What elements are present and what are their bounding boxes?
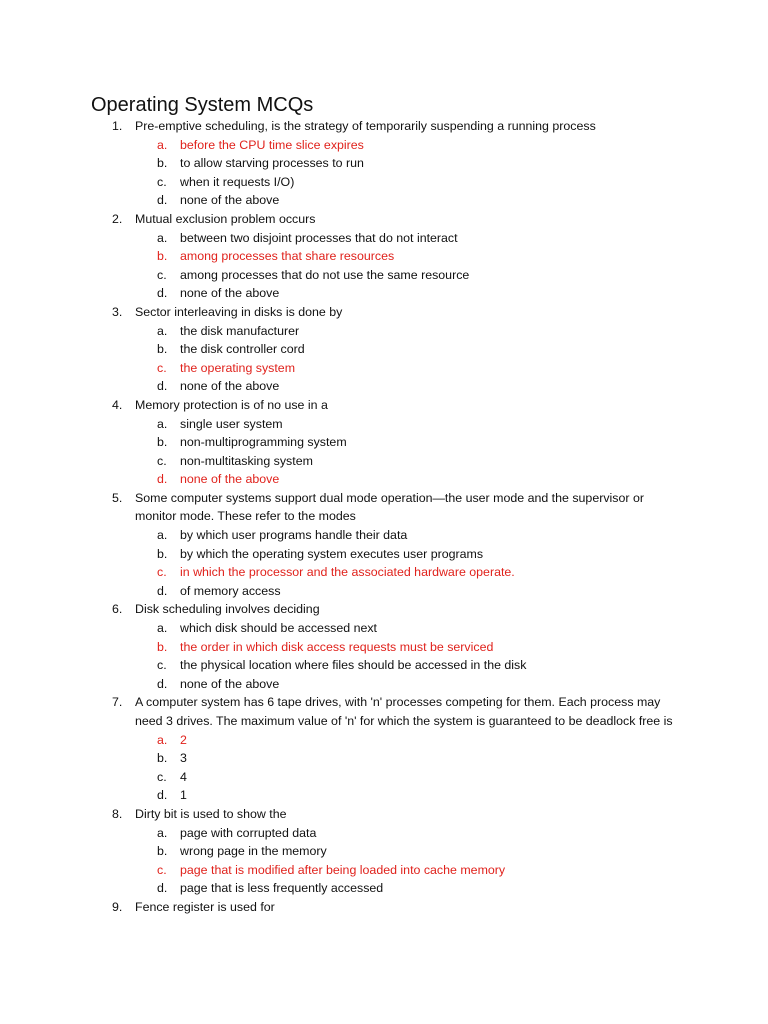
option-text: page with corrupted data — [180, 825, 317, 840]
question-item — [0, 693, 768, 805]
option-list — [0, 136, 768, 210]
question-text: Fence register is used for — [135, 899, 275, 914]
option-item-correct — [0, 861, 768, 880]
option-letter: c. — [157, 658, 167, 673]
option-item — [0, 266, 768, 285]
option-text: 2 — [180, 732, 187, 747]
option-text: 4 — [180, 769, 187, 784]
option-letter: c. — [157, 862, 167, 877]
option-letter: c. — [157, 565, 167, 580]
option-item — [0, 842, 768, 861]
option-text: non-multiprogramming system — [180, 435, 347, 450]
question-number: 2. — [112, 211, 123, 226]
question-number: 9. — [112, 899, 123, 914]
question-item — [0, 600, 768, 693]
option-text: among processes that share resources — [180, 249, 395, 264]
option-item — [0, 545, 768, 564]
question-number: 6. — [112, 602, 123, 617]
question-item — [0, 303, 768, 396]
option-item — [0, 824, 768, 843]
question-number: 4. — [112, 397, 123, 412]
option-item — [0, 879, 768, 898]
option-item — [0, 229, 768, 248]
option-text: which disk should be accessed next — [180, 621, 377, 636]
option-item — [0, 452, 768, 471]
option-text: of memory access — [180, 583, 281, 598]
question-text: Some computer systems support dual mode operation—the user mode and the supervisor or monitor mode. These refer to the modes — [135, 490, 644, 524]
option-letter: a. — [157, 137, 168, 152]
option-item — [0, 656, 768, 675]
question-item — [0, 210, 768, 303]
option-text: non-multitasking system — [180, 453, 313, 468]
option-letter: a. — [157, 528, 168, 543]
option-item-correct — [0, 136, 768, 155]
option-item — [0, 675, 768, 694]
question-number: 7. — [112, 695, 123, 710]
question-text: Memory protection is of no use in a — [135, 397, 328, 412]
option-letter: a. — [157, 621, 168, 636]
option-letter: c. — [157, 360, 167, 375]
question-text: Dirty bit is used to show the — [135, 806, 287, 821]
option-item — [0, 768, 768, 787]
option-text: in which the processor and the associated hardware operate. — [180, 565, 515, 580]
question-text: Sector interleaving in disks is done by — [135, 304, 343, 319]
question-item — [0, 117, 768, 210]
question-item — [0, 805, 768, 898]
option-text: the operating system — [180, 360, 296, 375]
option-text: by which user programs handle their data — [180, 528, 408, 543]
option-item — [0, 749, 768, 768]
option-letter: d. — [157, 583, 168, 598]
option-letter: c. — [157, 453, 167, 468]
option-letter: b. — [157, 435, 168, 450]
option-letter: c. — [157, 174, 167, 189]
question-text: A computer system has 6 tape drives, with 'n' processes competing for them. Each process may need 3 drives. The maximum value of 'n' for which the system is guaranteed to be deadlock free is — [135, 695, 673, 728]
question-number: 8. — [112, 806, 123, 821]
option-item — [0, 322, 768, 341]
option-item — [0, 173, 768, 192]
option-letter: c. — [157, 769, 167, 784]
option-letter: b. — [157, 342, 168, 357]
option-item — [0, 619, 768, 638]
question-text: Mutual exclusion problem occurs — [135, 211, 316, 226]
option-item — [0, 582, 768, 601]
option-item-correct — [0, 359, 768, 378]
option-text: by which the operating system executes user programs — [180, 546, 484, 561]
option-text: the disk controller cord — [180, 342, 305, 357]
option-letter: a. — [157, 230, 168, 245]
question-item — [0, 396, 768, 489]
option-letter: d. — [157, 676, 168, 691]
option-letter: b. — [157, 751, 168, 766]
option-item — [0, 377, 768, 396]
option-letter: b. — [157, 546, 168, 561]
option-letter: b. — [157, 249, 168, 264]
option-item-correct — [0, 470, 768, 489]
option-letter: d. — [157, 472, 168, 487]
option-letter: d. — [157, 379, 168, 394]
option-list — [0, 824, 768, 898]
option-item — [0, 284, 768, 303]
option-letter: d. — [157, 788, 168, 803]
option-item — [0, 415, 768, 434]
option-item — [0, 526, 768, 545]
option-letter: c. — [157, 267, 167, 282]
question-item — [0, 898, 768, 917]
question-text: Pre-emptive scheduling, is the strategy of temporarily suspending a running process — [135, 119, 596, 133]
question-text: Disk scheduling involves deciding — [135, 602, 320, 617]
option-letter: b. — [157, 844, 168, 859]
option-text: page that is modified after being loaded into cache memory — [180, 862, 506, 877]
option-text: among processes that do not use the same resource — [180, 267, 470, 282]
option-text: 1 — [180, 788, 187, 803]
option-text: the order in which disk access requests must be serviced — [180, 639, 494, 654]
page-title: Operating System MCQs — [91, 94, 314, 116]
option-text: page that is less frequently accessed — [180, 881, 384, 896]
option-text: between two disjoint processes that do not interact — [180, 230, 458, 245]
option-letter: a. — [157, 323, 168, 338]
option-letter: d. — [157, 881, 168, 896]
option-item — [0, 340, 768, 359]
option-letter: d. — [157, 286, 168, 301]
option-text: none of the above — [180, 286, 280, 301]
option-list — [0, 229, 768, 303]
option-text: the disk manufacturer — [180, 323, 300, 338]
option-text: to allow starving processes to run — [180, 156, 364, 171]
option-list — [0, 731, 768, 805]
option-letter: d. — [157, 193, 168, 208]
option-text: none of the above — [180, 676, 280, 691]
option-item-correct — [0, 563, 768, 582]
option-item-correct — [0, 731, 768, 750]
question-list — [0, 117, 768, 917]
option-text: single user system — [180, 416, 283, 431]
option-letter: a. — [157, 732, 168, 747]
option-letter: a. — [157, 825, 168, 840]
option-letter: b. — [157, 639, 168, 654]
option-text: none of the above — [180, 472, 280, 487]
option-list — [0, 526, 768, 600]
option-item-correct — [0, 247, 768, 266]
option-item — [0, 786, 768, 805]
option-text: 3 — [180, 751, 187, 766]
option-item — [0, 154, 768, 173]
question-number: 1. — [112, 119, 123, 133]
option-text: when it requests I/O) — [180, 174, 295, 189]
question-number: 5. — [112, 490, 123, 505]
option-letter: b. — [157, 156, 168, 171]
option-letter: a. — [157, 416, 168, 431]
option-item — [0, 191, 768, 210]
option-item-correct — [0, 638, 768, 657]
option-item — [0, 433, 768, 452]
option-text: none of the above — [180, 193, 280, 208]
option-list — [0, 415, 768, 489]
option-text: none of the above — [180, 379, 280, 394]
question-number: 3. — [112, 304, 123, 319]
option-list — [0, 619, 768, 693]
option-text: wrong page in the memory — [180, 844, 327, 859]
question-item — [0, 489, 768, 601]
option-text: before the CPU time slice expires — [180, 137, 364, 152]
option-list — [0, 322, 768, 396]
option-text: the physical location where files should be accessed in the disk — [180, 658, 527, 673]
